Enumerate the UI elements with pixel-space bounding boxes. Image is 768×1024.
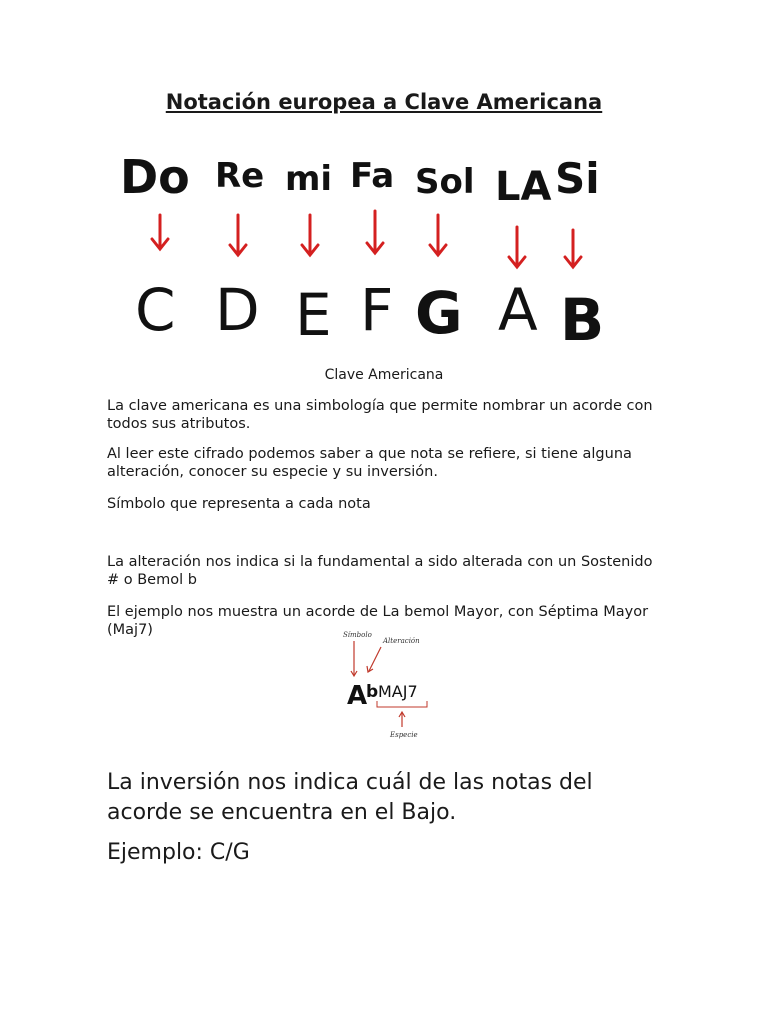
american-note-c: C [135,276,176,344]
american-note-b: B [560,286,605,350]
paragraph-symbol: Símbolo que representa a cada nota [107,496,371,512]
paragraph-reading: Al leer este cifrado podemos saber a que nota se refiere, si tiene alguna alteración, conocer su especie y su inversión. [107,446,632,480]
species-bracket [377,701,427,707]
european-note-fa: Fa [350,156,395,196]
chord-flat: b [366,682,379,702]
european-note-re: Re [215,156,265,196]
arrow-down-icon-1 [152,215,168,249]
paragraph-alteration: La alteración nos indica si la fundamental a sido alterada con un Sostenido # o Bemol b [107,554,653,588]
arrow-down-icon-6 [509,227,525,267]
arrow-down-icon-5 [430,215,446,255]
chord-example-diagram [335,627,445,742]
image-caption: Clave Americana [324,367,444,383]
american-note-a: A [498,276,538,344]
american-note-g: G [415,279,463,347]
alteration-arrow-icon [367,647,381,672]
american-note-d: D [215,276,260,344]
american-note-f: F [360,276,394,344]
page-title: Notación europea a Clave Americana [165,90,603,114]
chord-species: MAJ7 [378,682,418,701]
species-arrow-icon [399,712,405,727]
american-note-e: E [295,281,332,349]
example-text: Ejemplo: C/G [107,840,250,865]
european-note-do: Do [120,150,190,204]
paragraph-example: El ejemplo nos muestra un acorde de La bemol Mayor, con Séptima Mayor (Maj7) [107,604,649,638]
european-note-sol: Sol [415,162,475,202]
alteration-label: Alteración [383,637,420,645]
european-note-mi: mi [285,159,333,199]
notes-illustration [110,135,630,350]
arrow-down-icon-7 [565,230,581,267]
paragraph-inversion: La inversión nos indica cuál de las notas del acorde se encuentra en el Bajo. [107,770,593,825]
arrow-down-icon-4 [367,211,383,253]
chord-root: A [347,681,368,711]
arrow-down-icon-2 [230,215,246,255]
symbol-arrow-icon [351,641,357,676]
symbol-label: Símbolo [343,631,372,639]
arrow-down-icon-3 [302,215,318,255]
species-label: Especie [390,731,418,739]
european-note-la: LA [495,164,552,210]
paragraph-definition: La clave americana es una simbología que permite nombrar un acorde con todos sus atributos. [107,398,653,432]
european-note-si: Si [555,154,600,203]
